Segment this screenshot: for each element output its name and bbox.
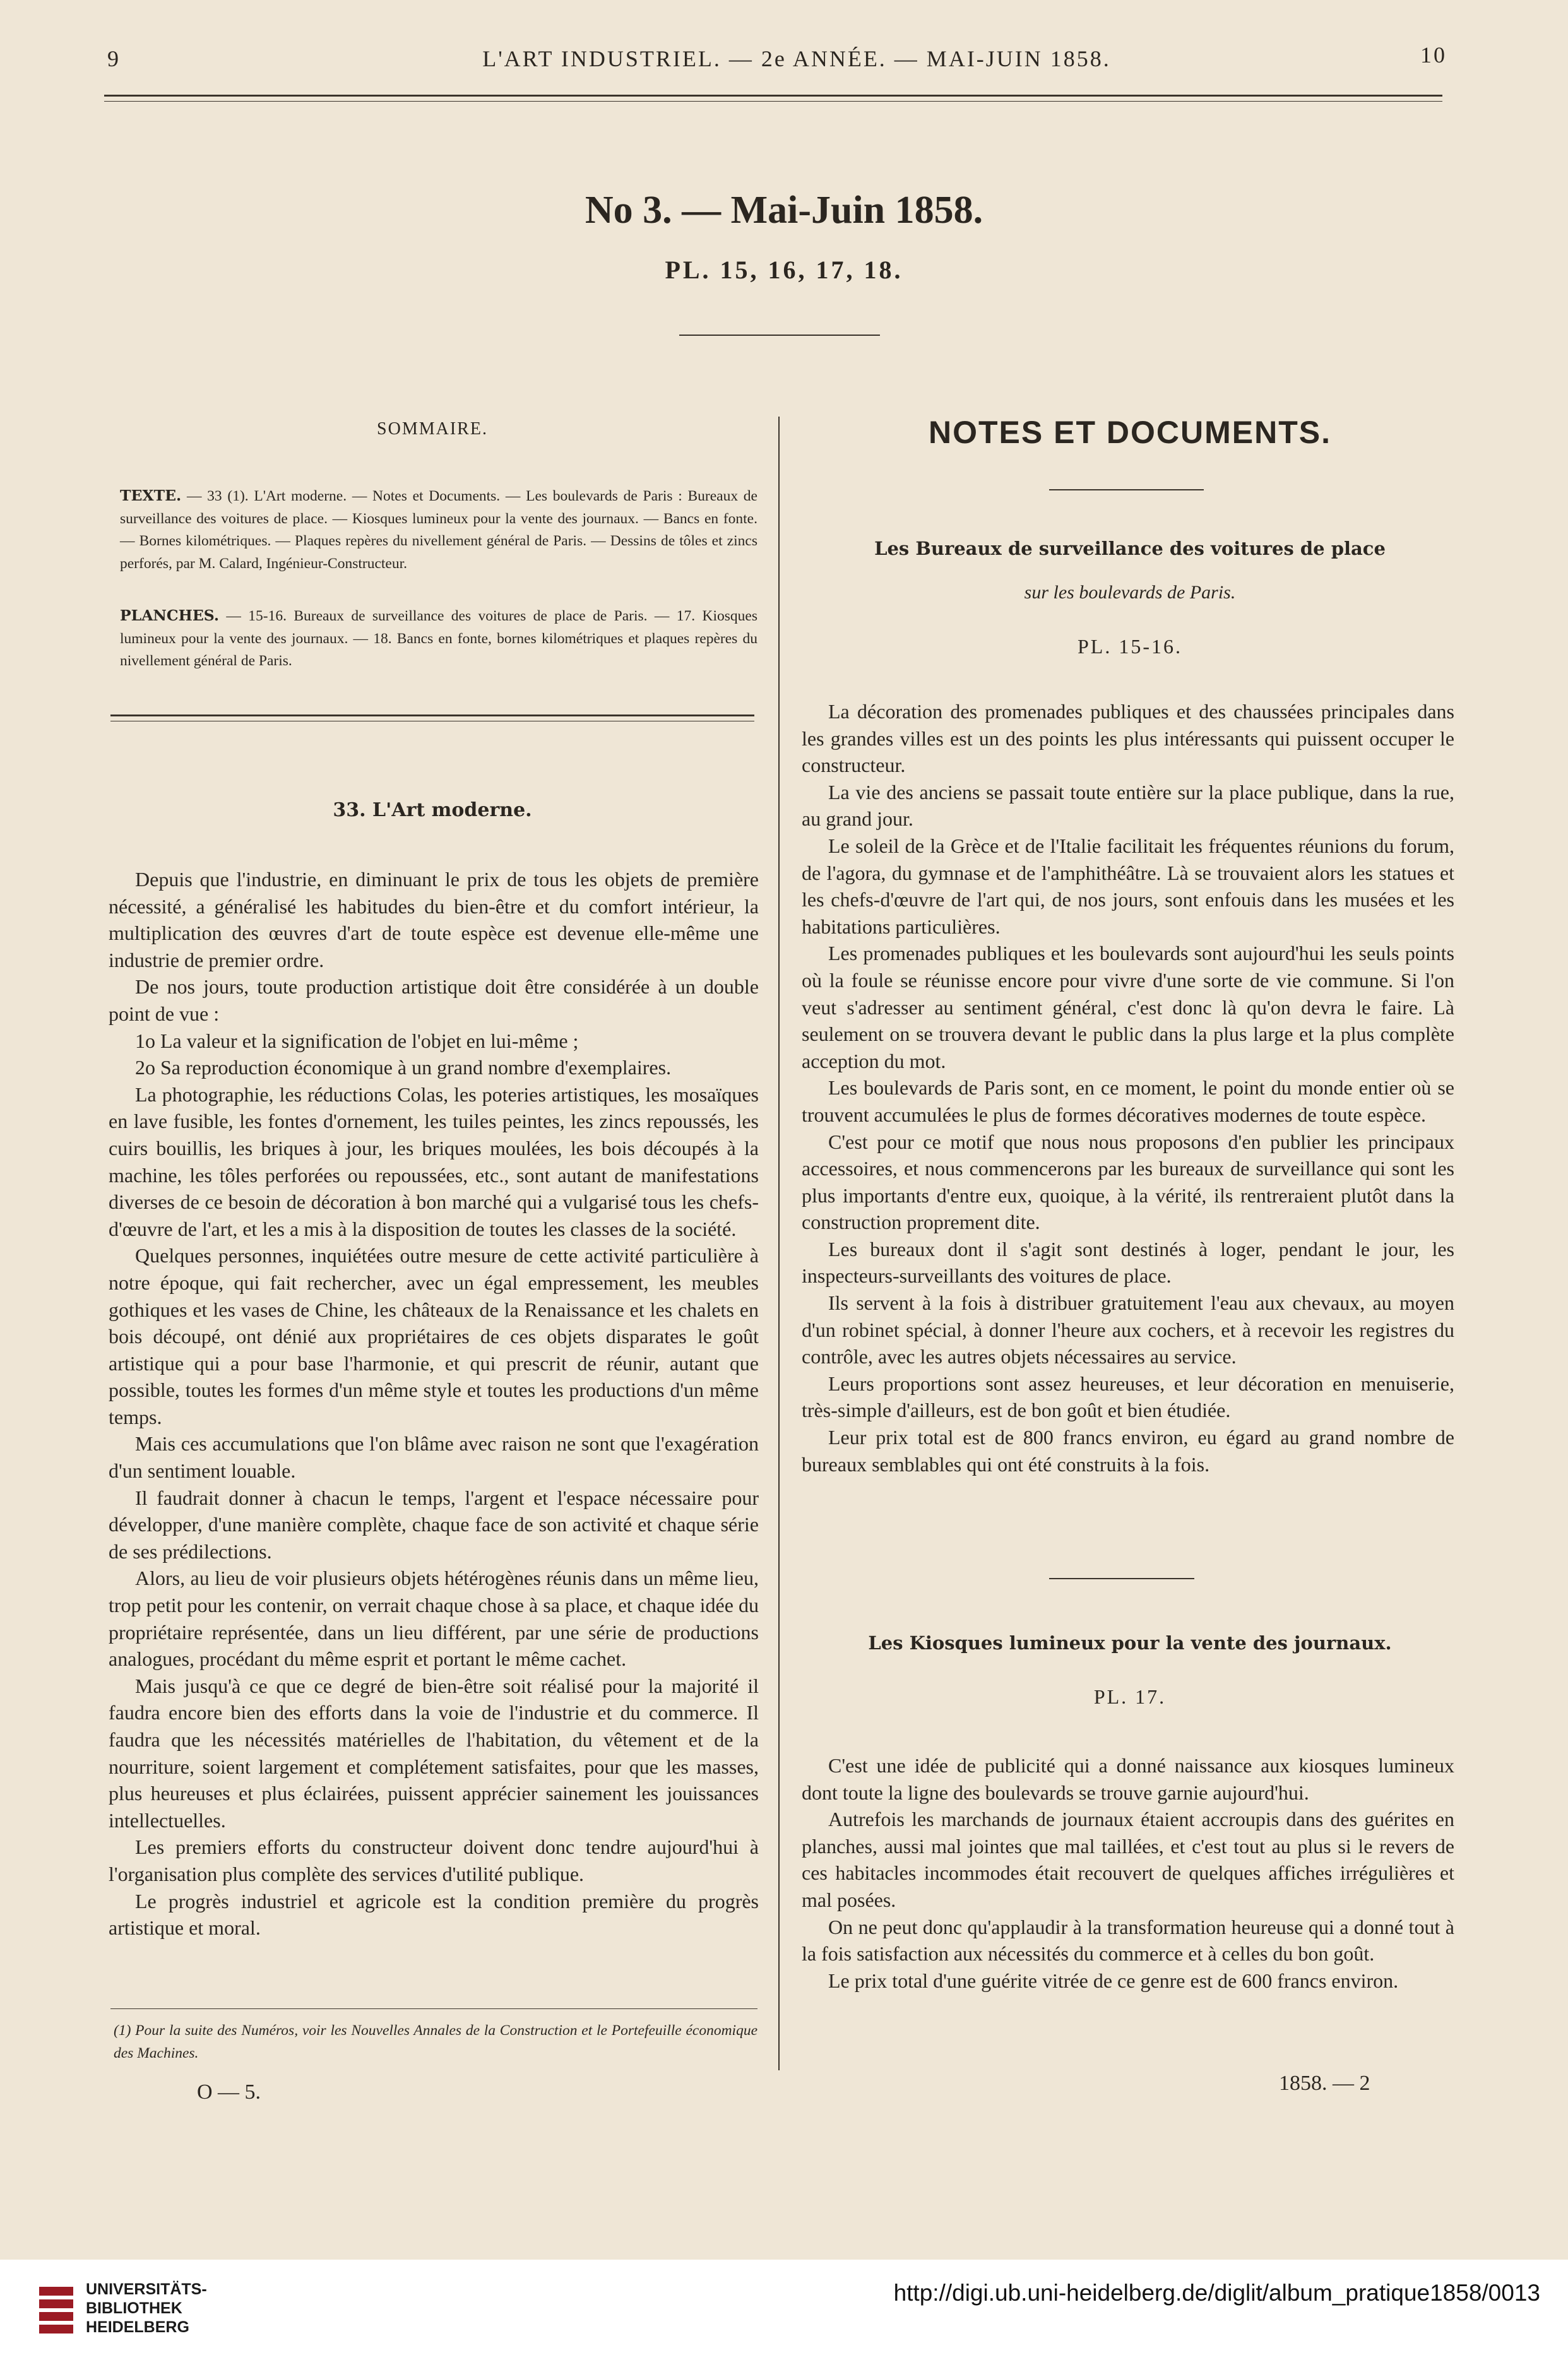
section1-paragraph: C'est pour ce motif que nous nous proposons d'en publier les principaux accessoires, et nous commencerons par les bureaux de surveillance qui sont les plus importants d'entre eux, quoique, à la vérité, ils rentreraient plutôt dans la construction proprement dite. — [802, 1130, 1454, 1234]
article-paragraph: La photographie, les réductions Colas, les poteries artistiques, les mosaïques en lave fusible, les fontes d'ornement, les tuiles peintes, les zincs repoussés, les cuirs bouillis, les briques à jour, les briques moulées, les bois découpés à la machine, les tôles perforées ou repoussées, etc., sont autant de manifestations diverses de ce besoin de décoration à bon marché qui a vulgarisé tous les chefs-d'œuvre de l'art, et les a mis à la disposition de toutes les classes de la société. — [109, 1082, 759, 1240]
section1-paragraph: La décoration des promenades publiques et des chaussées principales dans les grandes villes est un des points les plus intéressants qui puissent occuper le constructeur. — [802, 700, 1454, 777]
section1-paragraph: Les boulevards de Paris sont, en ce moment, le point du monde entier où se trouvent accumulées le plus de formes décoratives modernes de toute espèce. — [802, 1076, 1454, 1126]
summary-texte-label: TEXTE. — [120, 487, 182, 504]
article-paragraph: Les premiers efforts du constructeur doivent donc tendre aujourd'hui à l'organisation plus complète des services d'utilité publique. — [109, 1835, 759, 1885]
article-paragraph: Mais ces accumulations que l'on blâme avec raison ne sont que l'exagération d'un sentiment louable. — [109, 1432, 759, 1483]
section1-paragraph: Les promenades publiques et les boulevards sont aujourd'hui les seuls points où la foule se réunisse encore pour vivre d'une sorte de vie commune. Si l'on veut s'adresser au sentiment général, c'est donc là qu'on devra le faire. Là seulement on se trouvera devant le public dans la plus large et la plus complète acception du mot. — [802, 942, 1454, 1072]
title-rule — [679, 335, 880, 336]
permalink-url[interactable]: http://digi.ub.uni-heidelberg.de/diglit/album_pratique1858/0013 — [893, 2280, 1540, 2306]
section1-paragraph: La vie des anciens se passait toute entière sur la place publique, dans la rue, au grand jour. — [802, 780, 1454, 831]
section2-paragraph: Autrefois les marchands de journaux étaient accroupis dans des guérites en planches, aussi mal jointes que mal taillées, et c'est tout au plus si le revers de ces habitacles incommodes était recouvert de quelques affiches irrégulières et mal posées. — [802, 1808, 1454, 1911]
section2-body — [802, 1752, 1454, 1994]
summary-planches-body: — 15-16. Bureaux de surveillance des voitures de place de Paris. — 17. Kiosques lumineux pour la vente des journaux. — 18. Bancs en fonte, bornes kilométriques et plaques repères du nivellement général de Paris. — [120, 608, 757, 669]
notes-signature: 1858. — 2 — [1279, 2072, 1370, 2095]
section1-paragraph: Ils servent à la fois à distribuer gratuitement l'eau aux chevaux, au moyen d'un robinet spécial, à donner l'heure aux cochers, et à recevoir les registres du contrôle, avec les autres objets nécessaires au service. — [802, 1291, 1454, 1368]
summary-texte-body: — 33 (1). L'Art moderne. — Notes et Documents. — Les boulevards de Paris : Bureaux de surveillance des voitures de place. — Kiosques lumineux pour la vente des journaux. — Bancs en fonte. — Bornes kilométriques. — Plaques repères du nivellement général de Paris. — Dessins de tôles et zincs perforés, par M. Calard, Ingénieur-Constructeur. — [120, 488, 757, 572]
section1-subtitle: sur les boulevards de Paris. — [1024, 582, 1236, 603]
article-paragraph: Alors, au lieu de voir plusieurs objets hétérogènes réunis dans un même lieu, trop petit pour les contenir, on verrait chaque chose à sa place, et chaque idée du propriétaire représentée, dans un lieu différent, par une série de productions analogues, procédant du même esprit et portant le même cachet. — [109, 1567, 759, 1671]
article-footnote — [114, 2020, 757, 2065]
article-heading: 33. L'Art moderne. — [333, 799, 532, 821]
section1-paragraph: Le soleil de la Grèce et de l'Italie facilitait les fréquentes réunions du forum, de l'agora, du gymnase et de l'amphithéâtre. Là se trouvaient alors les statues et les chefs-d'œuvre de l'art qui, de nos jours, sont enfouis dans les musées et les habitations particulières. — [802, 834, 1454, 938]
summary-rule — [110, 715, 754, 716]
library-name-line1: UNIVERSITÄTS- — [86, 2280, 207, 2298]
summary-heading: SOMMAIRE. — [377, 419, 488, 439]
article-paragraph: Le progrès industriel et agricole est la condition première du progrès artistique et moral. — [109, 1889, 759, 1940]
section1-paragraph: Leur prix total est de 800 francs environ, eu égard au grand nombre de bureaux semblables qui ont été construits à la fois. — [802, 1426, 1454, 1476]
article-paragraph: 1o La valeur et la signification de l'objet en lui-même ; — [135, 1029, 579, 1052]
section1-paragraph: Leurs proportions sont assez heureuses, et leur décoration en menuiserie, très-simple d'ailleurs, est de bon goût et bien étudiée. — [802, 1372, 1454, 1422]
article-paragraph: De nos jours, toute production artistique doit être considérée à un double point de vue : — [109, 975, 759, 1025]
notes-heading: NOTES ET DOCUMENTS. — [928, 415, 1332, 450]
article-signature: O — 5. — [197, 2080, 261, 2104]
section2-plate: PL. 17. — [1093, 1685, 1167, 1708]
notes-rule — [1049, 489, 1204, 490]
section1-body — [802, 698, 1454, 1478]
summary-planches-label: PLANCHES. — [120, 607, 220, 624]
section2-paragraph: Le prix total d'une guérite vitrée de ce genre est de 600 francs environ. — [828, 1969, 1399, 1992]
section1-paragraph: Les bureaux dont il s'agit sont destinés à loger, pendant le jour, les inspecteurs-surveillants des voitures de place. — [802, 1237, 1454, 1288]
article-paragraph: Il faudrait donner à chacun le temps, l'argent et l'espace nécessaire pour développer, d'une manière complète, chaque face de son activité et chaque série de ses prédilections. — [109, 1486, 759, 1563]
article-paragraph: Quelques personnes, inquiétées outre mesure de cette activité particulière à notre époque, qui fait rechercher, avec un égal empressement, les meubles gothiques et les vases de Chine, les châteaux de la Renaissance et les chalets en bois découpé, ont dénié aux propriétaires de ces objets disparates le goût artistique qui a pour base l'harmonie, et qui prescrit de réunir, autant que possible, toutes les formes d'un même style et toutes les productions d'un même temps. — [109, 1244, 759, 1428]
article-paragraph: Mais jusqu'à ce que ce degré de bien-être soit réalisé pour la majorité il faudra encore bien des efforts dans la voie de l'industrie et du commerce. Il faudra que les nécessités matérielles de l'habitation, du vêtement et de la nourriture, soient largement et complétement satisfaites, pour que les masses, plus heureuses et plus éclairées, puissent apprécier sainement les jouissances intellectuelles. — [109, 1674, 759, 1832]
article-footnote-text: (1) Pour la suite des Numéros, voir les Nouvelles Annales de la Construction et le Portefeuille économique des Machines. — [114, 2022, 757, 2061]
library-logo-icon — [37, 2283, 76, 2340]
section2-title: Les Kiosques lumineux pour la vente des journaux. — [868, 1632, 1392, 1654]
library-footer — [0, 2260, 1568, 2372]
library-logo[interactable] — [37, 2283, 76, 2340]
page-number-left: 9 — [107, 46, 121, 71]
summary-texte — [120, 485, 757, 575]
header-rule — [104, 95, 1442, 97]
article-body — [109, 866, 759, 1942]
article-paragraph: 2o Sa reproduction économique à un grand nombre d'exemplaires. — [135, 1056, 672, 1079]
issue-title: No 3. — Mai-Juin 1858. — [585, 189, 983, 232]
section2-paragraph: On ne peut donc qu'applaudir à la transformation heureuse qui a donné tout à la fois satisfaction aux nécessités du commerce et à celles du bon goût. — [802, 1915, 1454, 1966]
header-rule-thin — [104, 101, 1442, 102]
article-paragraph: Depuis que l'industrie, en diminuant le prix de tous les objets de première nécessité, a généralisé les habitudes du bien-être et du comfort intérieur, la multiplication des œuvres d'art de toute espèce est devenue elle-même une industrie de premier ordre. — [109, 868, 759, 971]
library-name-line2: BIBLIOTHEK — [86, 2299, 182, 2317]
library-name-line3: HEIDELBERG — [86, 2318, 189, 2336]
section2-rule — [1049, 1578, 1194, 1579]
running-title: L'ART INDUSTRIEL. — 2e ANNÉE. — MAI-JUIN 1858. — [482, 46, 1111, 71]
page-number-right: 10 — [1420, 42, 1447, 68]
column-divider — [778, 417, 780, 2070]
issue-plates: PL. 15, 16, 17, 18. — [665, 256, 903, 284]
library-name — [86, 2280, 207, 2337]
summary-planches — [120, 605, 757, 673]
footnote-rule — [110, 2008, 757, 2009]
section1-plate: PL. 15-16. — [1078, 635, 1182, 658]
section2-paragraph: C'est une idée de publicité qui a donné naissance aux kiosques lumineux dont toute la ligne des boulevards se trouve garnie aujourd'hui. — [802, 1754, 1454, 1804]
section1-title: Les Bureaux de surveillance des voitures de place — [874, 538, 1386, 559]
